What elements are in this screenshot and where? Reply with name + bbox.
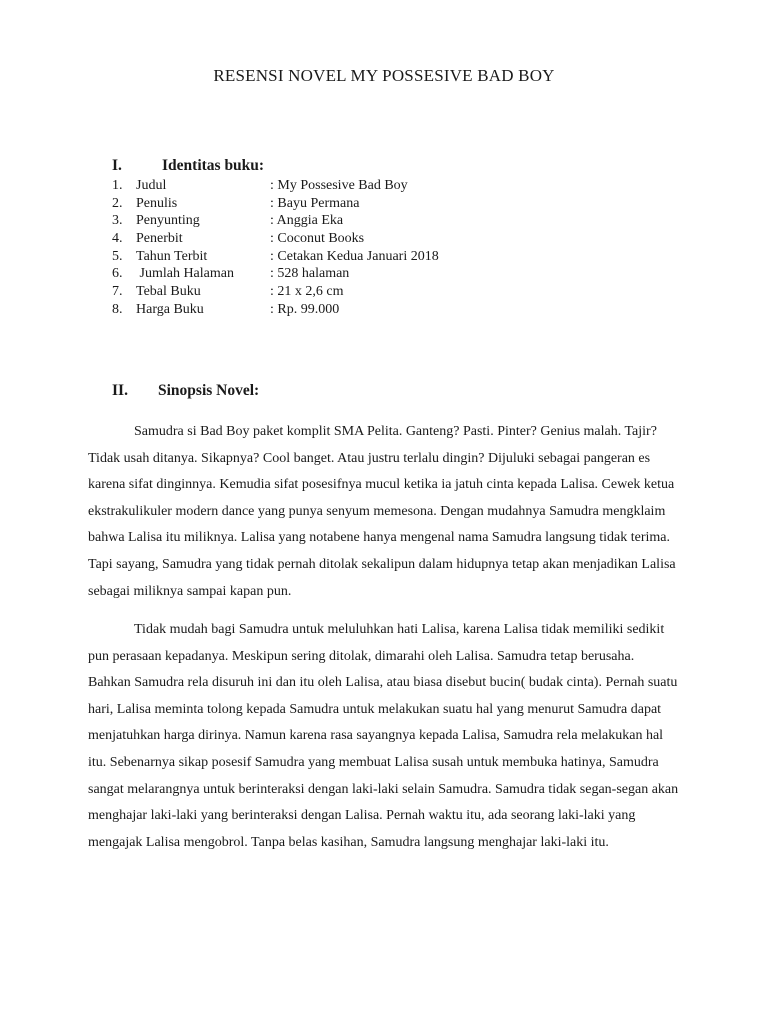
list-item xyxy=(112,231,672,249)
item-value: : Coconut Books xyxy=(270,231,365,247)
item-number: 2. xyxy=(112,195,123,211)
synopsis-paragraph-1: Samudra si Bad Boy paket komplit SMA Pelita. Ganteng? Pasti. Pinter? Genius malah. Tajir? Tidak usah ditanya. Sikapnya? Cool banget. Atau justru terlalu dingin? Dijuluki sebagai pangeran es karena sifat dinginnya. Kemudia sifat posesifnya mucul ketika ia jatuh cinta kepada Lalisa. Cewek ketua ekstrakulikuler modern dance yang punya senyum memesona. Dengan mudahnya Samudra mengklaim bahwa Lalisa itu miliknya. Lalisa yang notabene hanya mengenal nama Samudra langsung tidak terima. Tapi sayang, Samudra yang tidak pernah ditolak sekalipun dalam hidupnya tetap akan menjadikan Lalisa sebagai miliknya sampai kapan pun. xyxy=(88,424,676,599)
item-value: : Cetakan Kedua Januari 2018 xyxy=(270,248,439,264)
section-number: II. xyxy=(112,382,128,399)
item-key: Jumlah Halaman xyxy=(136,266,234,282)
section-number: I. xyxy=(112,157,122,174)
item-key: Penulis xyxy=(136,195,178,211)
document-title: RESENSI NOVEL MY POSSESIVE BAD BOY xyxy=(213,66,555,85)
list-item xyxy=(112,266,672,284)
item-value: : Bayu Permana xyxy=(270,195,360,211)
item-key: Judul xyxy=(136,178,167,193)
list-item xyxy=(112,196,672,214)
item-key: Harga Buku xyxy=(136,301,204,317)
item-value: : My Possesive Bad Boy xyxy=(270,178,408,193)
item-number: 3. xyxy=(112,213,123,229)
book-identity-list xyxy=(112,178,672,320)
item-number: 4. xyxy=(112,231,123,247)
list-item xyxy=(112,178,672,196)
section-title: Sinopsis Novel: xyxy=(158,382,260,399)
item-number: 8. xyxy=(112,301,123,317)
list-item xyxy=(112,249,672,267)
item-number: 7. xyxy=(112,284,123,300)
section-title: Identitas buku: xyxy=(162,157,265,174)
list-item xyxy=(112,284,672,302)
item-value: : Rp. 99.000 xyxy=(270,301,340,317)
synopsis-paragraph-2: Tidak mudah bagi Samudra untuk meluluhkan hati Lalisa, karena Lalisa tidak memiliki sedikit pun perasaan kepadanya. Meskipun sering ditolak, dimarahi oleh Lalisa. Samudra tetap berusaha. Bahkan Samudra rela disuruh ini dan itu oleh Lalisa, atau biasa disebut bucin( budak cinta). Pernah suatu hari, Lalisa meminta tolong kepada Samudra untuk melakukan suatu hal yang menurut Samudra dapat menjatuhkan harga dirinya. Namun karena rasa sayangnya kepada Lalisa, Samudra rela melakukan hal itu. Sebenarnya sikap posesif Samudra yang membuat Lalisa susah untuk membuka hatinya, Samudra sangat melarangnya untuk berinteraksi dengan laki-laki selain Samudra. Samudra tidak segan-segan akan menghajar laki-laki yang berinteraksi dengan Lalisa. Pernah waktu itu, ada seorang laki-laki yang mengajak Lalisa mengobrol. Tanpa belas kasihan, Samudra langsung menghajar laki-laki itu. xyxy=(88,622,679,850)
item-value: : 21 x 2,6 cm xyxy=(270,284,344,300)
section-sinopsis-heading xyxy=(112,382,412,402)
item-key: Penyunting xyxy=(136,213,200,229)
item-key: Penerbit xyxy=(136,231,183,247)
item-key: Tebal Buku xyxy=(136,284,201,300)
item-key: Tahun Terbit xyxy=(136,248,208,264)
list-item xyxy=(112,302,672,320)
item-value: : Anggia Eka xyxy=(270,213,344,229)
item-number: 6. xyxy=(112,266,123,282)
item-number: 5. xyxy=(112,248,123,264)
section-identitas-heading xyxy=(112,157,412,177)
item-number: 1. xyxy=(112,178,123,193)
item-value: : 528 halaman xyxy=(270,266,350,282)
list-item xyxy=(112,213,672,231)
